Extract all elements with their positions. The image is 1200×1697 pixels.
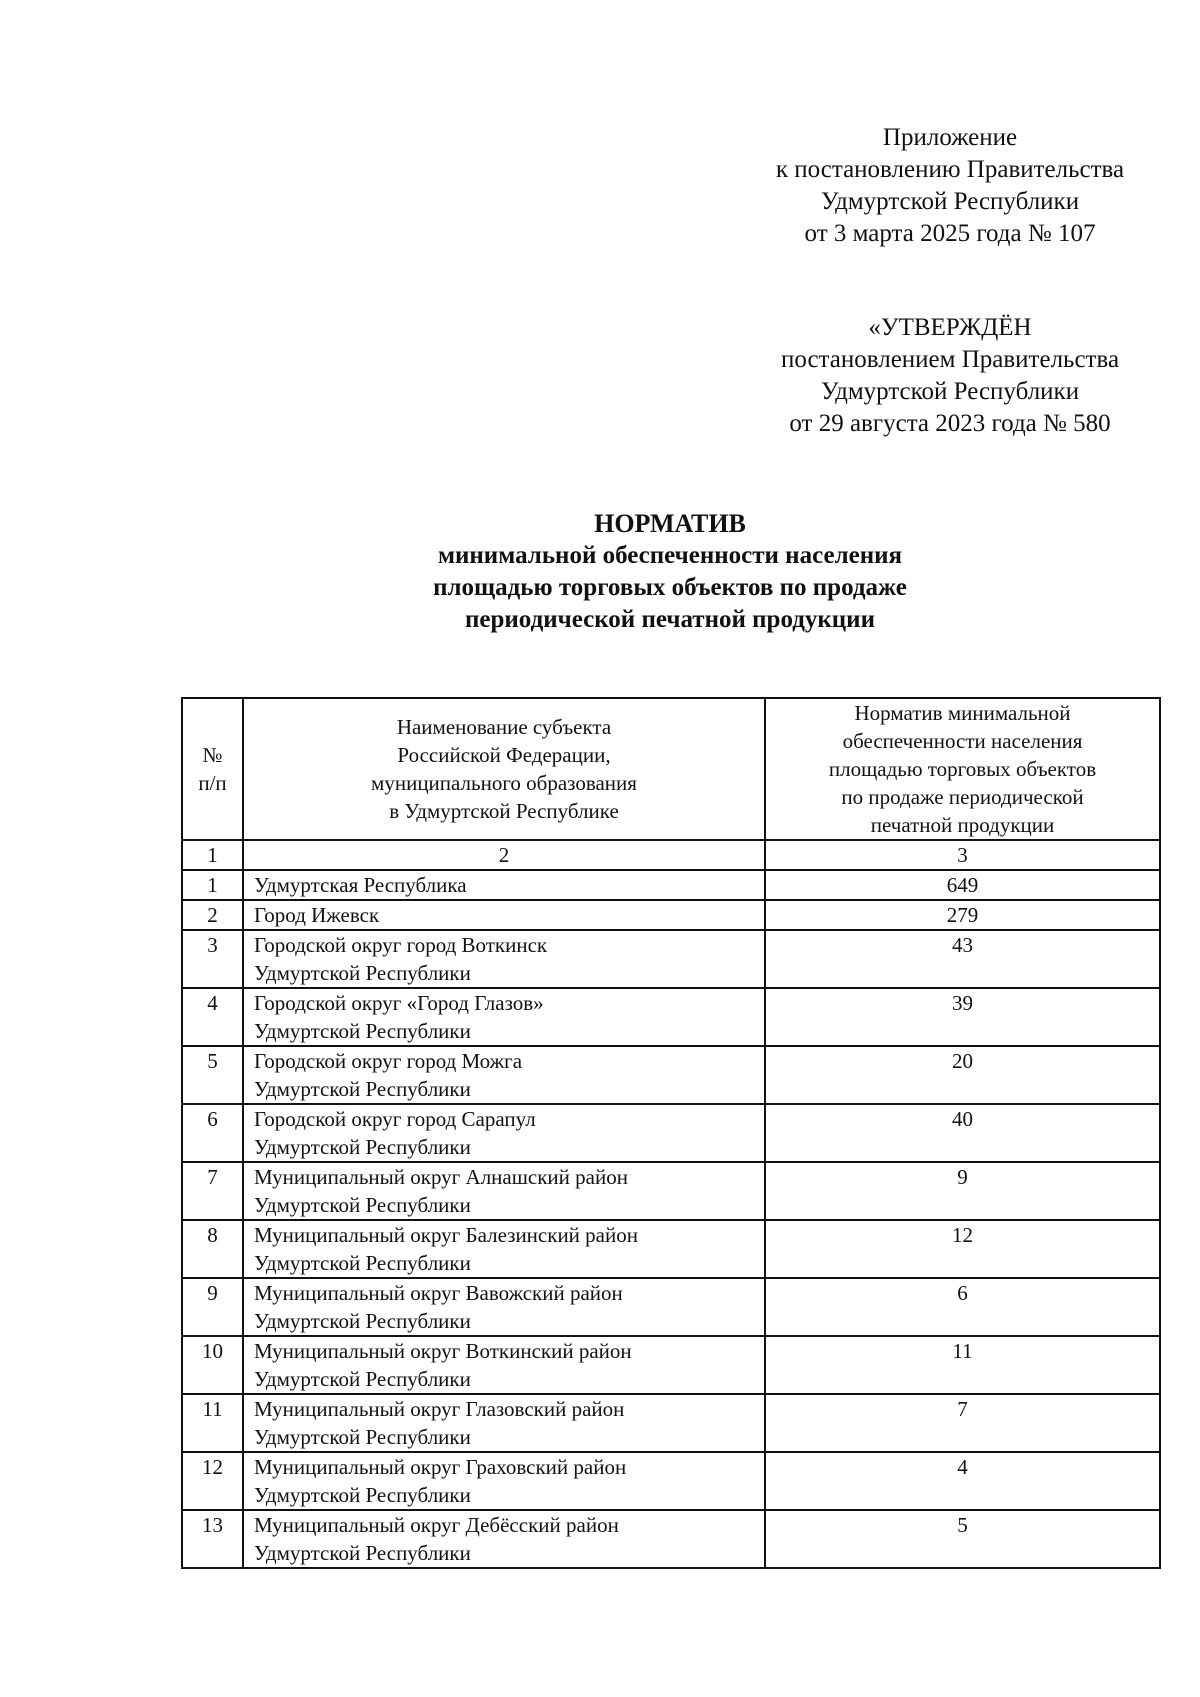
approved-line-4: от 29 августа 2023 года № 580	[789, 410, 1111, 437]
row-number: 6	[182, 1104, 243, 1162]
table-row	[182, 900, 1160, 930]
row-number: 2	[182, 900, 243, 930]
row-name	[243, 1510, 765, 1568]
header-norm-line: площадью торговых объектов	[828, 757, 1097, 781]
header-number-line: п/п	[198, 771, 227, 795]
approved-line-2: постановлением Правительства	[780, 346, 1120, 373]
row-name	[243, 1104, 765, 1162]
table-row	[182, 988, 1160, 1046]
row-value: 11	[765, 1336, 1160, 1394]
row-value: 43	[765, 930, 1160, 988]
row-number: 13	[182, 1510, 243, 1568]
table-row	[182, 1162, 1160, 1220]
row-name	[243, 1162, 765, 1220]
table-row	[182, 1336, 1160, 1394]
row-number: 7	[182, 1162, 243, 1220]
table-row	[182, 1104, 1160, 1162]
row-name-line: Муниципальный округ Вавожский район	[254, 1281, 623, 1305]
row-name	[243, 1046, 765, 1104]
row-name-line: Удмуртской Республики	[254, 1019, 471, 1043]
table-row	[182, 1452, 1160, 1510]
row-name-line: Городской округ «Город Глазов»	[254, 991, 544, 1015]
approved-line-1: «УТВЕРЖДЁН	[868, 314, 1032, 341]
column-numbering-row	[182, 840, 1160, 870]
row-name	[243, 870, 765, 900]
row-name-line: Удмуртской Республики	[254, 1193, 471, 1217]
header-name-line: в Удмуртской Республике	[389, 799, 619, 823]
row-number: 10	[182, 1336, 243, 1394]
row-name-line: Удмуртской Республики	[254, 1367, 471, 1391]
norms-table	[181, 697, 1161, 1569]
column-number: 1	[182, 840, 243, 870]
table-header-row	[182, 698, 1160, 840]
row-name	[243, 1336, 765, 1394]
document-subtitle-line-2: площадью торговых объектов по продаже	[433, 574, 907, 601]
row-name	[243, 1452, 765, 1510]
row-value: 5	[765, 1510, 1160, 1568]
table-row	[182, 1394, 1160, 1452]
appendix-line-3: Удмуртской Республики	[820, 188, 1080, 215]
row-name-line: Удмуртская Республика	[254, 873, 467, 897]
header-name-line: Российской Федерации,	[397, 743, 611, 767]
table-row	[182, 870, 1160, 900]
table-row	[182, 1510, 1160, 1568]
row-number: 11	[182, 1394, 243, 1452]
row-name-line: Удмуртской Республики	[254, 1425, 471, 1449]
row-value: 279	[765, 900, 1160, 930]
row-name	[243, 1278, 765, 1336]
table-row	[182, 1046, 1160, 1104]
approved-line-3: Удмуртской Республики	[820, 378, 1080, 405]
header-norm-line: печатной продукции	[870, 813, 1055, 837]
document-title: НОРМАТИВ	[594, 509, 746, 538]
row-name-line: Муниципальный округ Граховский район	[254, 1455, 627, 1479]
row-name-line: Удмуртской Республики	[254, 1135, 471, 1159]
row-name-line: Муниципальный округ Алнашский район	[254, 1165, 628, 1189]
row-name-line: Муниципальный округ Воткинский район	[254, 1339, 632, 1363]
column-number: 2	[243, 840, 765, 870]
row-name-line: Удмуртской Республики	[254, 1077, 471, 1101]
row-value: 7	[765, 1394, 1160, 1452]
appendix-line-4: от 3 марта 2025 года № 107	[804, 220, 1096, 247]
header-norm	[765, 698, 1160, 840]
header-number-line: №	[202, 743, 223, 767]
row-value: 39	[765, 988, 1160, 1046]
header-name-line: Наименование субъекта	[396, 715, 612, 739]
row-number: 9	[182, 1278, 243, 1336]
row-value: 12	[765, 1220, 1160, 1278]
header-name	[243, 698, 765, 840]
document-subtitle-line-1: минимальной обеспеченности населения	[437, 542, 903, 569]
row-number: 8	[182, 1220, 243, 1278]
row-name-line: Муниципальный округ Глазовский район	[254, 1397, 625, 1421]
row-name-line: Городской округ город Сарапул	[254, 1107, 536, 1131]
row-value: 20	[765, 1046, 1160, 1104]
row-value: 4	[765, 1452, 1160, 1510]
row-number: 1	[182, 870, 243, 900]
row-name-line: Удмуртской Республики	[254, 1541, 471, 1565]
row-number: 12	[182, 1452, 243, 1510]
row-name-line: Городской округ город Можга	[254, 1049, 523, 1073]
row-name	[243, 1394, 765, 1452]
row-number: 3	[182, 930, 243, 988]
document-subtitle-line-3: периодической печатной продукции	[465, 606, 875, 633]
row-name	[243, 900, 765, 930]
appendix-line-2: к постановлению Правительства	[775, 156, 1125, 183]
row-name-line: Удмуртской Республики	[254, 961, 471, 985]
row-value: 6	[765, 1278, 1160, 1336]
table-row	[182, 1278, 1160, 1336]
header-norm-line: обеспеченности населения	[842, 729, 1083, 753]
row-name-line: Город Ижевск	[254, 903, 380, 927]
row-name-line: Удмуртской Республики	[254, 1251, 471, 1275]
row-name	[243, 930, 765, 988]
table-row	[182, 1220, 1160, 1278]
column-number: 3	[765, 840, 1160, 870]
row-value: 649	[765, 870, 1160, 900]
row-number: 4	[182, 988, 243, 1046]
header-norm-line: Норматив минимальной	[854, 701, 1071, 725]
header-number	[182, 698, 243, 840]
row-name-line: Муниципальный округ Балезинский район	[254, 1223, 638, 1247]
row-value: 40	[765, 1104, 1160, 1162]
row-name-line: Удмуртской Республики	[254, 1309, 471, 1333]
header-name-line: муниципального образования	[371, 771, 637, 795]
row-number: 5	[182, 1046, 243, 1104]
row-name	[243, 1220, 765, 1278]
row-value: 9	[765, 1162, 1160, 1220]
row-name-line: Муниципальный округ Дебёсский район	[254, 1513, 619, 1537]
table-row	[182, 930, 1160, 988]
header-norm-line: по продаже периодической	[841, 785, 1084, 809]
row-name	[243, 988, 765, 1046]
row-name-line: Удмуртской Республики	[254, 1483, 471, 1507]
appendix-line-1: Приложение	[882, 124, 1018, 151]
row-name-line: Городской округ город Воткинск	[254, 933, 548, 957]
